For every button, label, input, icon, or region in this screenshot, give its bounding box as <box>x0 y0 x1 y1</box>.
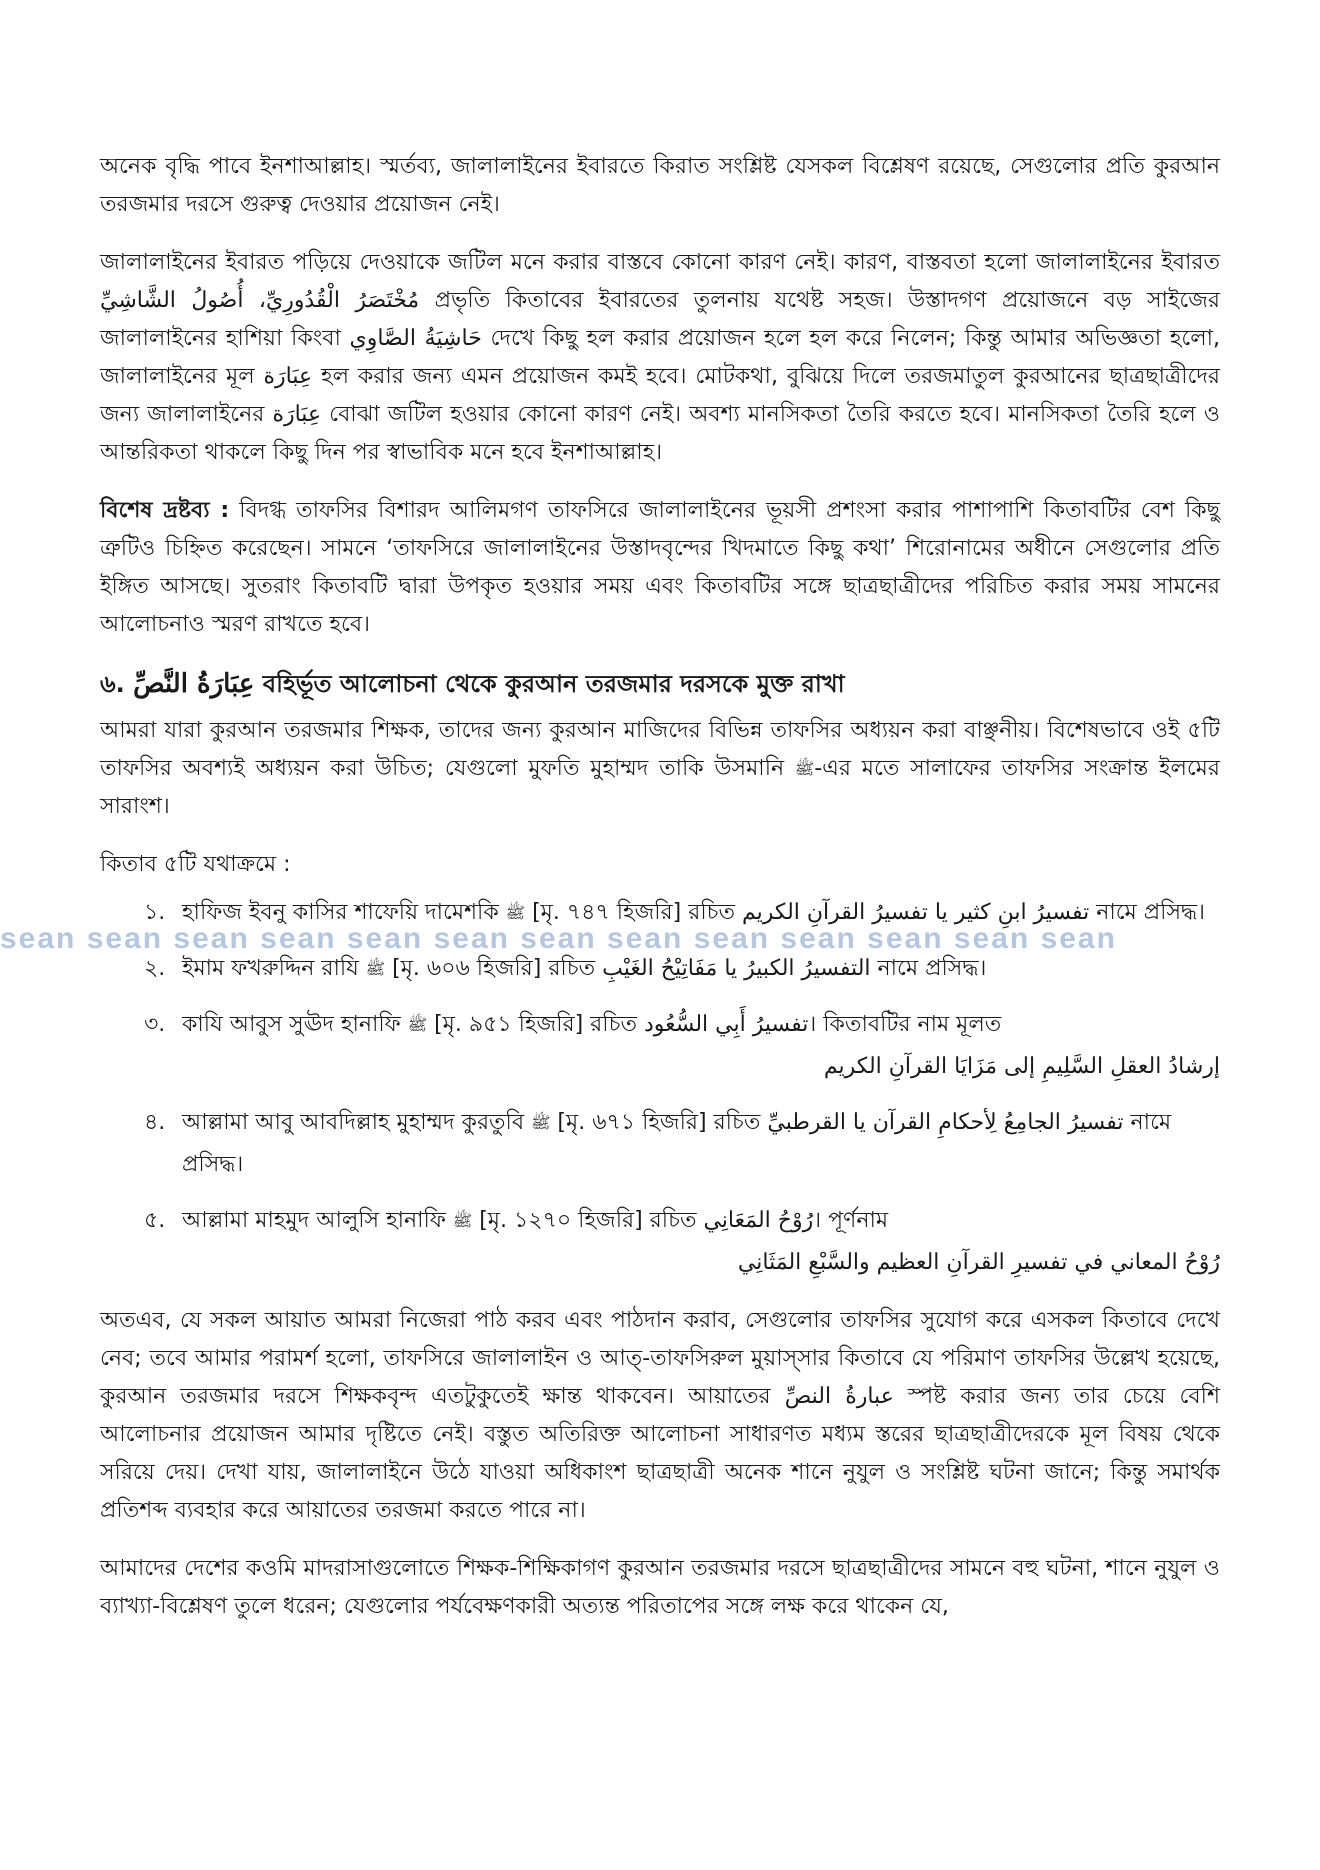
paragraph-5 <box>100 1302 1220 1530</box>
arabic-term: مُخْتَصَرُ الْقُدُورِيِّ، أُصُولُ الشَّاشِيِّ <box>100 288 420 313</box>
arabic-title: تفسيرُ الجامِعُ لِأحكامِ القرآن يا القرطبيِّ <box>767 1110 1124 1135</box>
salutation-icon: ﷺ <box>452 1211 473 1230</box>
list-text: কাযি আবুস সুঊদ হানাফি <box>182 1012 408 1037</box>
arabic-title: رُوْحُ المَعَانِي <box>703 1208 814 1233</box>
list-text: । কিতাবটির নাম মূলত <box>808 1012 1002 1037</box>
paragraph-2-text-a: জালালাইনের ইবারত পড়িয়ে দেওয়াকে জটিল মনে করার বাস্তবে কোনো কারণ নেই। কারণ, বাস্তবতা হলো জালালাইনের ইবারত <box>100 250 1220 275</box>
tafsir-list <box>100 892 1220 1284</box>
arabic-term: عِبَارَة <box>263 364 313 389</box>
list-text: [মৃ. ১২৭০ হিজরি] রচিত <box>472 1208 704 1233</box>
list-text: [মৃ. ৬৭১ হিজরি] রচিত <box>550 1110 768 1135</box>
paragraph-6: আমাদের দেশের কওমি মাদরাসাগুলোতে শিক্ষক-শিক্ষিকাগণ কুরআন তরজমার দরসে ছাত্রছাত্রীদের সামনে বহু ঘটনা, শানে নুযুল ও ব্যাখ্যা-বিশ্লেষণ তুলে ধরেন; যেগুলোর পর্যবেক্ষণকারী অত্যন্ত পরিতাপের সঙ্গে লক্ষ করে থাকেন যে, <box>100 1556 1220 1619</box>
paragraph-5-text-b: স্পষ্ট করার জন্য তার চেয়ে বেশি আলোচনার প্রয়োজন আমার দৃষ্টিতে নেই। বস্তুত অতিরিক্ত আলোচনা সাধারণত মধ্যম স্তরের ছাত্রছাত্রীদেরকে মূল বিষয় থেকে সরিয়ে দেয়। দেখা যায়, জালালাইনে উঠে যাওয়া অধিকাংশ ছাত্রছাত্রী অনেক শানে নুযুল ও সংশ্লিষ্ট ঘটনা জানে; কিন্তু সমার্থক প্রতিশব্দ ব্যবহার করে আয়াতের তরজমা করতে পারে না। <box>100 1384 1220 1523</box>
arabic-term: عِبَارَة <box>272 402 322 427</box>
paragraph-2 <box>100 244 1220 472</box>
paragraph-2-text-c: দেখে কিছু হল করার প্রয়োজন হলে হল করে নিলেন; কিন্তু আমার অভিজ্ঞতা হলো, জালালাইনের মূল <box>100 326 1220 389</box>
arabic-title: تفسيرُ أَبِي السُّعُود <box>643 1012 809 1037</box>
list-text: নামে প্রসিদ্ধ। <box>870 956 987 981</box>
list-text: আল্লামা মাহমুদ আলুসি হানাফি <box>182 1208 453 1233</box>
salutation-icon: ﷺ <box>505 903 526 922</box>
paragraph-4-text-a: আমরা যারা কুরআন তরজমার শিক্ষক, তাদের জন্য কুরআন মাজিদের বিভিন্ন তাফসির অধ্যয়ন করা বাঞ্ছনীয়। বিশেষভাবে ওই ৫টি তাফসির অবশ্যই অধ্যয়ন করা উচিত; যেগুলো মুফতি মুহাম্মদ তাকি উসমানি <box>100 718 1220 781</box>
list-number: ১. <box>144 900 166 925</box>
paragraph-1: অনেক বৃদ্ধি পাবে ইনশাআল্লাহ। স্মর্তব্য, জালালাইনের ইবারতে কিরাত সংশ্লিষ্ট যেসকল বিশ্লেষণ রয়েছে, সেগুলোর প্রতি কুরআন তরজমার দরসে গুরুত্ব দেওয়ার প্রয়োজন নেই। <box>100 154 1220 217</box>
list-number: ২. <box>144 956 166 981</box>
paragraph-2-text-b: প্রভৃতি কিতাবের ইবারতের তুলনায় যথেষ্ট সহজ। উস্তাদগণ প্রয়োজনে বড় সাইজের জালালাইনের হাশিয়া কিংবা <box>100 288 1220 351</box>
list-text: [মৃ. ৯৫১ হিজরি] রচিত <box>427 1012 644 1037</box>
list-item <box>100 892 1220 934</box>
list-text: হাফিজ ইবনু কাসির শাফেয়ি দামেশকি <box>182 900 506 925</box>
section-heading-arabic: عِبَارَةُ النَّصِّ <box>133 669 255 699</box>
salutation-icon: ﷺ <box>531 1113 551 1132</box>
watermark: sean sean sean sean sean sean sean sean sean sean sean sean sean <box>0 922 1117 955</box>
arabic-term: حَاشِيَةُ الصَّاوِي <box>349 326 482 351</box>
list-text: ইমাম ফখরুদ্দিন রাযি <box>182 956 366 981</box>
special-note-text: বিদগ্ধ তাফসির বিশারদ আলিমগণ তাফসিরে জালালাইনের ভূয়সী প্রশংসা করার পাশাপাশি কিতাবটির বেশ কিছু ত্রুটিও চিহ্নিত করেছেন। সামনে ‘তাফসিরে জালালাইনের উস্তাদবৃন্দের খিদমাতে কিছু কথা’ শিরোনামের অধীনে সেগুলোর প্রতি ইঙ্গিত আসছে। সুতরাং কিতাবটি দ্বারা উপকৃত হওয়ার সময় এবং কিতাবটির সঙ্গে ছাত্রছাত্রীদের পরিচিত করার সময় সামনের আলোচনাও স্মরণ রাখতে হবে। <box>100 498 1220 637</box>
paragraph-2-text-d: হল করার জন্য এমন প্রয়োজন কমই হবে। মোটকথা, বুঝিয়ে দিলে তরজমাতুল কুরআনের ছাত্রছাত্রীদের জন্য জালালাইনের <box>100 364 1220 427</box>
special-note-paragraph <box>100 492 1220 644</box>
paragraph-2-text-e: বোঝা জটিল হওয়ার কোনো কারণ নেই। অবশ্য মানসিকতা তৈরি করতে হবে। মানসিকতা তৈরি হলে ও আন্তরিকতা থাকলে কিছু দিন পর স্বাভাবিক মনে হবে ইনশাআল্লাহ। <box>100 402 1220 465</box>
section-number: ৬. <box>100 670 125 698</box>
section-heading-text: বহির্ভূত আলোচনা থেকে কুরআন তরজমার দরসকে মুক্ত রাখা <box>254 670 845 698</box>
list-item <box>100 1004 1220 1088</box>
section-heading <box>100 664 1220 704</box>
list-text: [মৃ. ৬০৬ হিজরি] রচিত <box>385 956 603 981</box>
paragraph-5-text-a: অতএব, যে সকল আয়াত আমরা নিজেরা পাঠ করব এবং পাঠদান করাব, সেগুলোর তাফসির সুযোগ করে এসকল কিতাবে দেখে নেব; তবে আমার পরামর্শ হলো, তাফসিরে জালালাইন ও আত্-তাফসিরুল মুয়াস্সার কিতাবে যে পরিমাণ তাফসির উল্লেখ হয়েছে, কুরআন তরজমার দরসে শিক্ষকবৃন্দ এতটুকুতেই ক্ষান্ত থাকবেন। আয়াতের <box>100 1308 1220 1409</box>
list-text: । পূর্ণনাম <box>813 1208 889 1233</box>
list-number: ৪. <box>144 1110 166 1135</box>
arabic-title: تفسيرُ ابنِ كثير يا تفسيرُ القرآنِ الكريم <box>742 900 1090 925</box>
list-text: নামে প্রসিদ্ধ। <box>1089 900 1206 925</box>
list-text: [মৃ. ৭৪৭ হিজরি] রচিত <box>525 900 743 925</box>
arabic-full-title: رُوْحُ المعاني في تفسيرِ القرآنِ العظيم والسَّبْعِ المَثَانِي <box>737 1250 1220 1275</box>
arabic-full-title: إرشادُ العقلِ السَّلِيمِ إلى مَزَايَا القرآنِ الكريم <box>823 1054 1220 1079</box>
salutation-icon: ﷺ <box>794 759 815 778</box>
list-item <box>100 1102 1220 1186</box>
list-text: নামে প্রসিদ্ধ। <box>182 1110 1172 1177</box>
salutation-icon: ﷺ <box>407 1015 428 1034</box>
arabic-term: عبارةُ النصِّ <box>784 1384 894 1409</box>
list-number: ৫. <box>144 1208 166 1233</box>
arabic-title: التفسيرُ الكبيرُ يا مَفَاتِيْحُ الغَيْبِ <box>602 956 871 981</box>
list-intro: কিতাব ৫টি যথাক্রমে : <box>100 852 291 877</box>
list-item <box>100 1200 1220 1284</box>
paragraph-4-text-b: -এর মতে সালাফের তাফসির সংক্রান্ত ইলমের সারাংশ। <box>100 756 1220 819</box>
salutation-icon: ﷺ <box>365 959 386 978</box>
page-body <box>100 148 1220 1646</box>
list-number: ৩. <box>144 1012 166 1037</box>
paragraph-4 <box>100 712 1220 826</box>
list-text: আল্লামা আবু আবদিল্লাহ মুহাম্মদ কুরতুবি <box>182 1110 532 1135</box>
list-item <box>100 948 1220 990</box>
special-note-label: বিশেষ দ্রষ্টব্য : <box>100 498 230 523</box>
